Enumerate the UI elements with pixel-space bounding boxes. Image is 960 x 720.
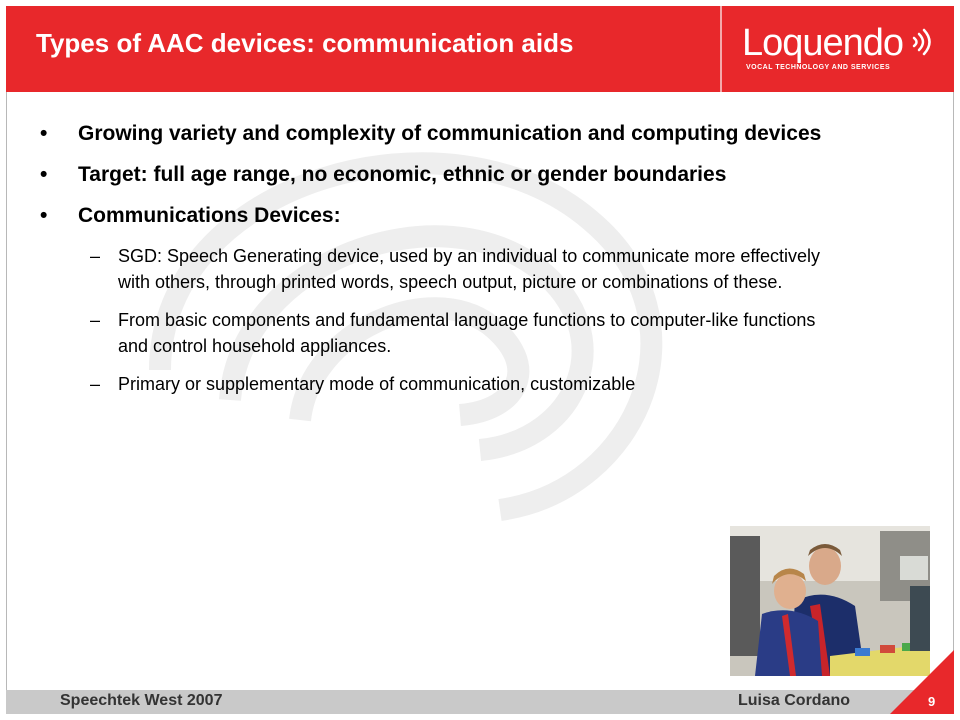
dash-mark: – bbox=[90, 246, 101, 266]
bullet-item bbox=[40, 161, 840, 189]
bullet-mark: • bbox=[40, 122, 48, 145]
bullet-mark: • bbox=[40, 204, 48, 227]
footer-event: Speechtek West 2007 bbox=[60, 692, 223, 709]
sound-waves-icon bbox=[910, 26, 934, 56]
bullet-text: Target: full age range, no economic, ethnic or gender boundaries bbox=[78, 163, 727, 186]
bullet-mark: • bbox=[40, 163, 48, 186]
sub-bullet-item bbox=[40, 243, 840, 295]
bullet-item bbox=[40, 202, 840, 230]
sub-bullet-item bbox=[40, 307, 840, 359]
page-number: 9 bbox=[928, 694, 936, 709]
sub-bullet-text: SGD: Speech Generating device, used by an individual to communicate more effectively with others, through printed words, speech output, picture or combinations of these. bbox=[118, 246, 821, 292]
loquendo-logo bbox=[742, 24, 938, 78]
bullet-item bbox=[40, 120, 840, 148]
dash-mark: – bbox=[90, 374, 101, 394]
page-corner-triangle bbox=[890, 650, 954, 714]
logo-tagline: VOCAL TECHNOLOGY AND SERVICES bbox=[746, 64, 891, 71]
bullet-text: Communications Devices: bbox=[78, 204, 341, 227]
bullet-text: Growing variety and complexity of communication and computing devices bbox=[78, 122, 822, 145]
sub-bullet-text: From basic components and fundamental language functions to computer-like functions and control household appliances. bbox=[118, 310, 816, 356]
sub-bullet-text: Primary or supplementary mode of communication, customizable bbox=[118, 374, 636, 394]
header-divider bbox=[720, 6, 722, 92]
slide-title: Types of AAC devices: communication aids bbox=[36, 28, 574, 58]
sub-bullet-item bbox=[40, 371, 840, 397]
footer-author: Luisa Cordano bbox=[738, 692, 851, 709]
dash-mark: – bbox=[90, 310, 101, 330]
logo-wordmark: Loquendo bbox=[742, 22, 904, 64]
slide-body bbox=[40, 120, 840, 409]
